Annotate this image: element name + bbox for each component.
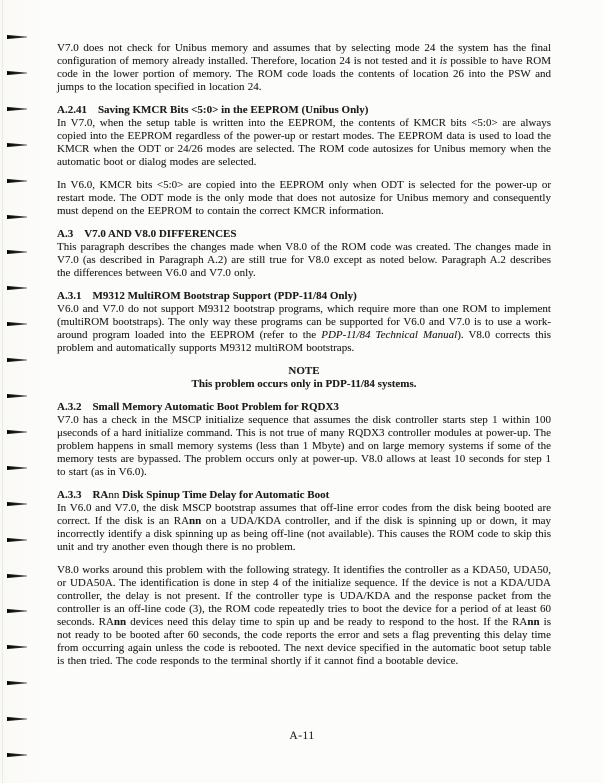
section-heading [57,228,551,241]
text-run: nn [113,616,127,628]
text-run: This paragraph describes the changes made when V8.0 of the ROM code was created. The changes made in V7.0 (as described in Paragraph A.2) are still true for V8.0 except as noted below. Paragraph A.2 describes the differences between V6.0 and V7.0 only. [57,241,551,279]
text-run: A.3.3 RA [57,489,109,501]
text-run: Disk Spinup Time Delay for Automatic Boot [119,489,330,501]
text-run: A.3.2 Small Memory Automatic Boot Problem for RQDX3 [57,401,339,413]
note-line [57,378,551,391]
text-run: PDP-11/84 Technical Manual [321,329,458,341]
edge-marks [0,0,40,783]
binder-mark [7,394,27,398]
binder-mark [7,358,27,362]
section-heading [57,104,551,117]
binder-mark [7,179,27,183]
binder-mark [7,502,27,506]
text-run: A.2.41 Saving KMCR Bits <5:0> in the EEPROM (Unibus Only) [57,104,369,116]
binder-mark [7,107,27,111]
section-heading [57,401,551,414]
binder-mark [7,681,27,685]
text-run: NOTE [288,365,320,377]
note-line [57,365,551,378]
paragraph [57,241,551,280]
text-run: on a UDA/KDA controller, and if the disk is spinning up or down, it may incorrectly identify a disk spinning up as being off-line (not available). This causes the ROM code to skip this unit and try another even though there is no problem. [57,515,552,553]
binder-mark [7,250,27,254]
paragraph [57,42,551,94]
paragraph [57,502,551,554]
text-run: V6.0 and V7.0 do not support M9312 bootstrap programs, which require more than one ROM to implement (multiROM bootstraps). The only way these programs can be supported for V6.0 and V7.0 is to use a work-around program loaded into the EEPROM (refer to the [57,303,551,341]
binder-mark [7,466,27,470]
binder-mark [7,753,27,757]
paragraph [57,303,551,355]
text-run: devices need this delay time to spin up and be ready to respond to the host. If the RA [126,616,528,628]
binder-mark [7,538,27,542]
text-run: is [439,55,448,67]
text-run: ). V8.0 corrects this problem and automatically supports M9312 multiROM bootstraps. [57,329,551,354]
paragraph [57,179,551,218]
text-run: V8.0 works around this problem with the following strategy. It identifies the controller as a KDA50, UDA50, or UDA50A. The identification is done in step 4 of the initialize sequence. If the device is not a KDA/UDA controller, the delay is not present. If the controller type is UDA/KDA and the response packet from the controller is an off-line code (3), the ROM code repeatedly tries to boot the device for a period of at least 60 seconds. RA [57,564,551,628]
paragraph [57,117,551,169]
text-run: V7.0 has a check in the MSCP initialize sequence that assumes the disk controller starts step 1 within 100 μseconds of a hard initialize command. This is not true of many RQDX3 controller modules at power-up. The problem happens in small memory systems (less than 1 Mbyte) and on large memory systems if some of the memory tests are bypassed. The problem occurs only at power-up. V8.0 allows at least 10 seconds for step 1 to start (as in V6.0). [57,414,551,478]
text-run: In V6.0, KMCR bits <5:0> are copied into the EEPROM only when ODT is selected for the power-up or restart mode. The ODT mode is the only mode that does not autosize for Unibus memory and consequently must depend on the EEPROM to contain the correct KMCR information. [57,179,551,217]
binder-mark [7,717,27,721]
section-heading [57,290,551,303]
document-content [57,42,551,678]
binder-mark [7,609,27,613]
text-run: nn [189,515,202,527]
text-run: V7.0 does not check for Unibus memory and assumes that by selecting mode 24 the system has the final configuration of memory already installed. Therefore, location 24 is not tested and it [57,42,551,67]
text-run: nn [108,489,120,501]
binder-mark [7,215,27,219]
text-run: nn [527,616,540,628]
binder-mark [7,71,27,75]
binder-mark [7,645,27,649]
text-run: A.3.1 M9312 MultiROM Bootstrap Support (PDP-11/84 Only) [57,290,357,302]
binder-mark [7,286,27,290]
binder-mark [7,430,27,434]
text-run: This problem occurs only in PDP-11/84 systems. [191,378,417,390]
note-block [57,365,551,391]
binder-mark [7,574,27,578]
binder-mark [7,322,27,326]
text-run: A.3 V7.0 AND V8.0 DIFFERENCES [57,228,237,240]
binder-mark [7,143,27,147]
paragraph [57,564,551,668]
text-run: is not ready to be booted after 60 seconds, the code reports the error and sets a flag preventing this delay time from occurring again unless the code is rebooted. The next device specified in the automatic boot setup table is then tried. The code responds to the terminal shortly if it cannot find a bootable device. [57,616,552,667]
paragraph [57,414,551,479]
section-heading [57,489,551,502]
binder-mark [7,35,27,39]
text-run: possible to have ROM code in the lower portion of memory. The ROM code loads the contents of location 26 into the PSW and jumps to the location specified in location 24. [57,55,551,93]
page-number: A-11 [289,730,315,742]
text-run: In V7.0, when the setup table is written into the EEPROM, the contents of KMCR bits <5:0> are always copied into the EEPROM regardless of the power-up or restart modes. The EEPROM data is used to load the KMCR when the ODT or 24/26 modes are selected. The ROM code autosizes for Unibus memory when the automatic boot or dialog modes are selected. [57,117,551,168]
text-run: In V6.0 and V7.0, the disk MSCP bootstrap assumes that off-line error codes from the disk being booted are correct. If the disk is an RA [57,502,551,527]
